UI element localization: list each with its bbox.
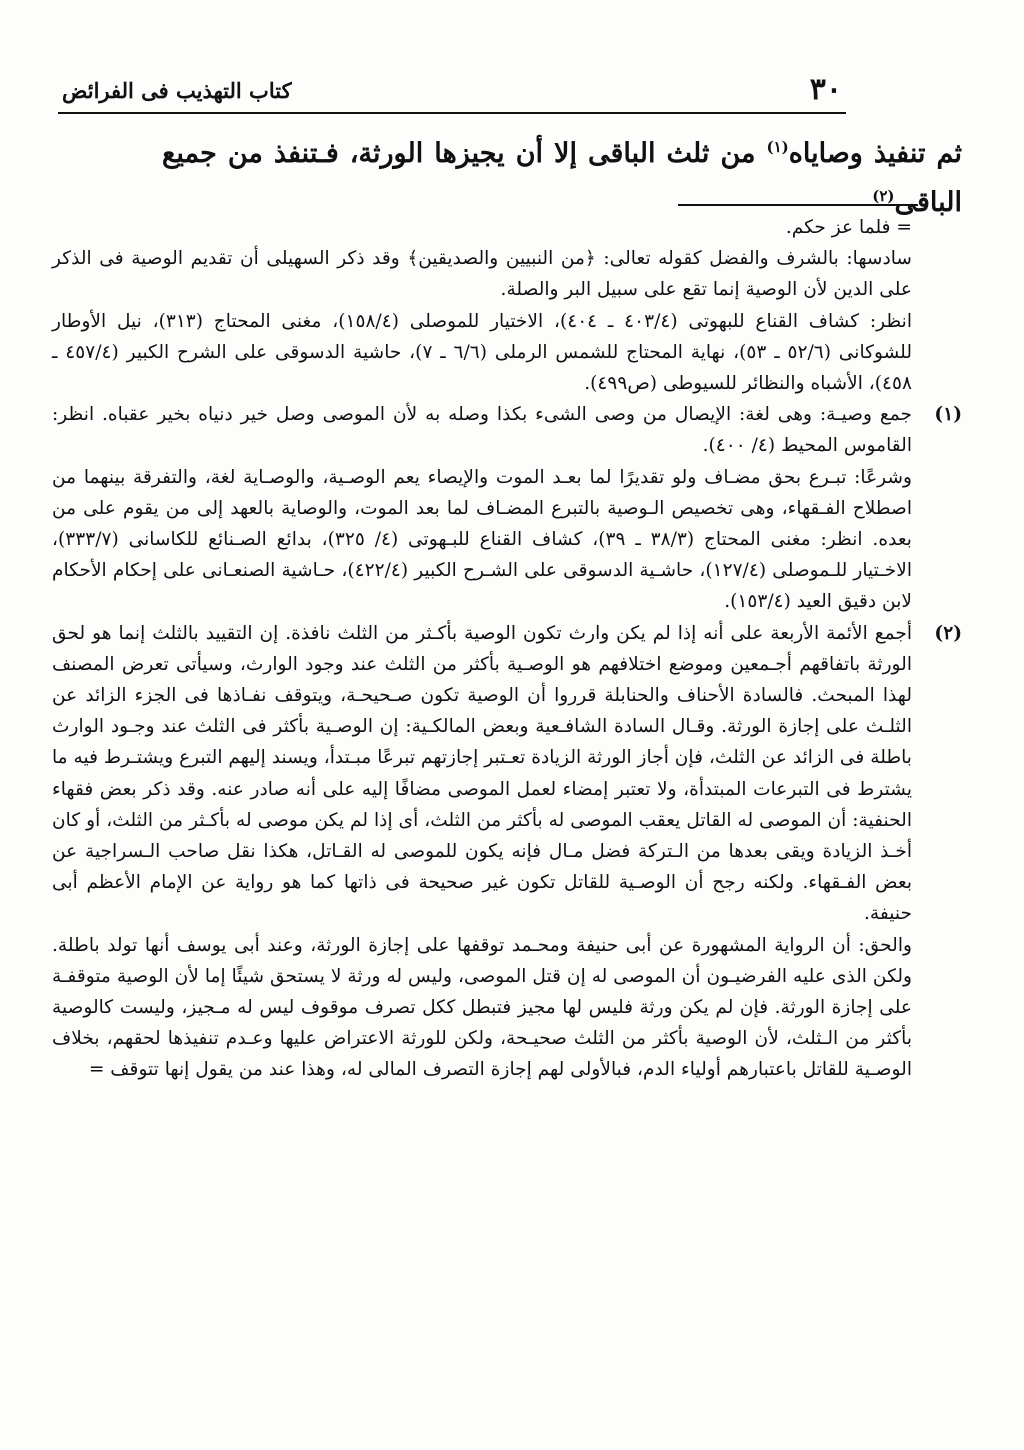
footnote-ref-2[interactable]: (٢): [872, 187, 895, 205]
footnote-1-number: (١): [934, 404, 962, 426]
footnote-continuation-references: انظر: كشاف القناع للبهوتى (٤٠٣/٤ ـ ٤٠٤)، الاختيار للموصلى (١٥٨/٤)، مغنى المحتاج (٣١٣)، نيل الأوطار للشوكانى (٥٢/٦ ـ ٥٣)، نهاية المحتاج للشمس الرملى (٦/٦ ـ ٧)، حاشية الدسوقى على الشرح الكبير (٤٥٧/٤ ـ ٤٥٨)، الأشباه والنظائر للسيوطى (ص٤٩٩).: [52, 310, 912, 395]
footnote-1-paragraph: جمع وصيـة: وهى لغة: الإيصال من وصى الشىء بكذا وصله به لأن الموصى وصل خير دنياه بخير عقباه. انظر: القاموس المحيط (٤/ ٤٠٠).: [52, 404, 912, 457]
footnote-2: [52, 618, 962, 1086]
book-title: كتاب التهذيب فى الفرائض: [62, 78, 292, 103]
footnote-2-number: (٢): [934, 622, 962, 644]
footnote-2-paragraph: أجمع الأئمة الأربعة على أنه إذا لم يكن وارث تكون الوصية بأكـثر من الثلث نافذة. إن التقييد بالثلث إنما هو لحق الورثة باتفاقهم أجـمعين وموضع اختلافهم هو الوصـية بأكثر من الثلث عند وجود الوارث، وسيأتى تعرض المصنف لهذا المبحث. فالسادة الأحناف والحنابلة قرروا أن الوصية تكون صـحيحـة، ويتوقف نفـاذها فى الجزء الزائد عن الثلـث على إجازة الورثة. وقـال السادة الشافـعية وبعض المالكـية: إن الوصـية بأكثر فى الثلث عند وجـود الوارث باطلة فى الزائد عن الثلث، فإن أجاز الورثة الزيادة تعـتبر إجازتهم تبرعًا مبـتدأ، ويسند إليهم التبرع ويشتـرط فيه ما يشترط فى التبرعات المبتدأة، ولا تعتبر إمضاء لعمل الموصى مضافًا إليه على أنه صادر عنه. وقد ذكر بعض فقهاء الحنفية: أن الموصى له القاتل يعقب الموصى له بأكثر من الثلث، أى إذا لم يكن موصى له بأكـثر من الثلث، أو كان أخـذ الزيادة ويقى بعدها من الـتركة فضل مـال فإنه يكون للموصى له القـاتل، هكذا نقل صاحب الـسراجية عن بعض الفـقهاء. ولكنه رجح أن الوصـية للقاتل تكون غير صحيحة فى ذاتها كما هو رواية عن الإمام الأعظم أبى حنيفة.: [52, 622, 912, 925]
page-number: ٣٠: [809, 72, 842, 107]
footnote-separator: [678, 204, 918, 206]
footnote-continuation-line: = فلما عز حكم.: [785, 217, 912, 238]
main-text-part-2: من ثلث الباقى إلا أن يجيزها الورثة، فـتنفذ من جميع الباقى: [162, 138, 962, 218]
footnote-continuation-paragraph: سادسها: بالشرف والفضل كقوله تعالى: ﴿من النبيين والصديقين﴾ وقد ذكر السهيلى أن تقديم الوصية فى الذكر على الدين لأن الوصية إنما تقع على سبيل البر والصلة.: [52, 248, 912, 301]
footnote-2-paragraph: والحق: أن الرواية المشهورة عن أبى حنيفة ومحـمد توقفها على إجازة الورثة، وعند أبى يوسف أنها تولد باطلة. ولكن الذى عليه الفرضيـون أن الموصى له إن قتل الموصى، وليس له ورثة لا يستحق شيئًا إما لأن الوصية متوقفـة على إجازة الورثة. فإن لم يكن ورثة فليس لها مجيز فتبطل ككل تصرف موقوف ليس له مـجيز، وليست كالوصية بأكثر من الـثلث، لأن الوصية بأكثر من الثلث صحيـحة، ولكن للورثة الاعتراض عليها وعـدم تنفيذها لحقهم، بخلاف الوصـية للقاتل باعتبارهم أولياء الدم، فبالأولى لهم إجازة التصرف المالى له، وهذا عند من يقول إنها تتوقف =: [52, 934, 912, 1081]
main-text-part-1: ثم تنفيذ وصاياه: [788, 138, 962, 169]
footnotes: [52, 212, 962, 1086]
main-text: [162, 126, 962, 224]
page-header: [58, 68, 846, 114]
footnote-1: [52, 399, 962, 617]
footnote-1-paragraph: وشرعًا: تبـرع بحق مضـاف ولو تقديرًا لما بعـد الموت والإيصاء يعم الوصـية، والوصـاية لغة، والتفرقة بينهما من اصطلاح الفـقهاء، وهى تخصيص الـوصية بالتبرع المضـاف لما بعد الموت، والوصاية بالعهد إلى من يقوم على من بعده. انظر: مغنى المحتاج (٣٨/٣ ـ ٣٩)، كشاف القناع للبـهوتى (٤/ ٣٢٥)، بدائع الصـنائع للكاسانى (٣٣٣/٧)، الاخـتيار للـموصلى (١٢٧/٤)، حاشـية الدسوقى على الشـرح الكبير (٤٢٢/٤)، حـاشية الصنعـانى على إحكام الأحكام لابن دقيق العيد (١٥٣/٤).: [52, 466, 912, 613]
footnote-ref-1[interactable]: (١): [766, 138, 789, 156]
